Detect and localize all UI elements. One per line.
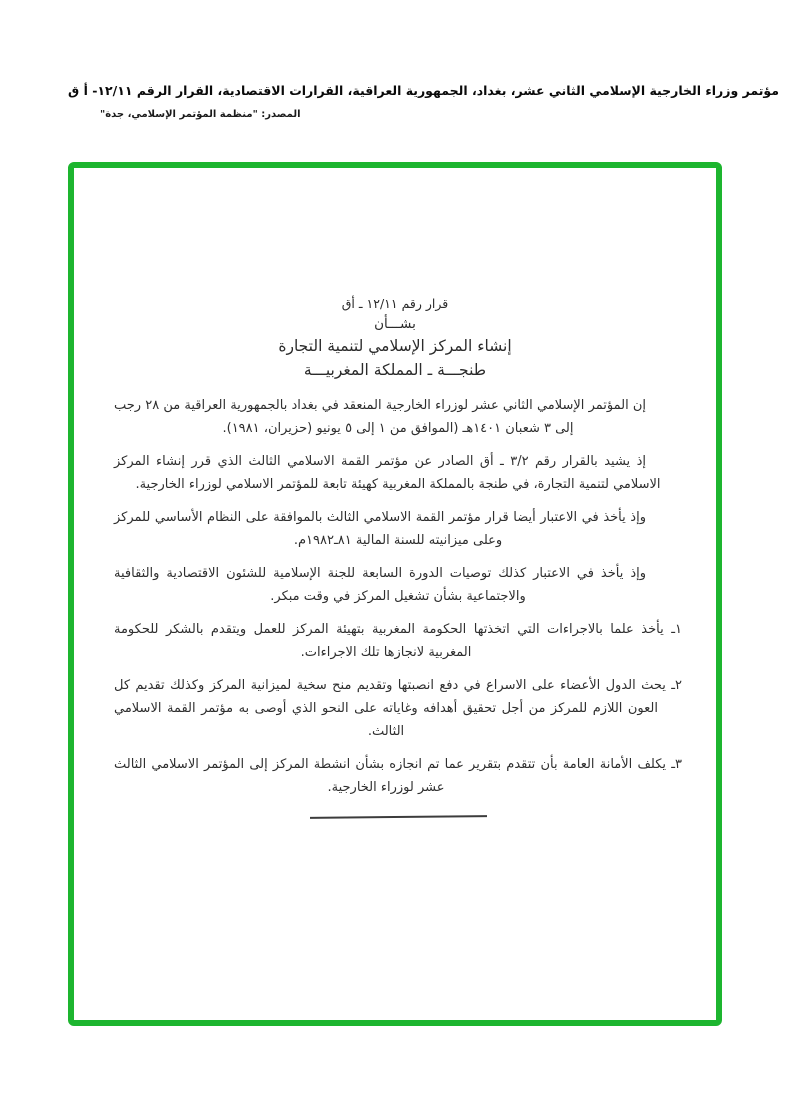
resolution-number: قرار رقم ١٢/١١ ـ أق	[341, 296, 449, 311]
title-location: طنجـــة ـ المملكة المغربيـــة	[303, 361, 487, 379]
document-title-block	[74, 296, 716, 379]
header-citation: مؤتمر وزراء الخارجية الإسلامي الثاني عشر، بغداد، الجمهورية العراقية، القرارات الاقتصادية، القرار الرقم ١٢/١١- أ ق	[68, 83, 779, 98]
preamble-paragraph: إذ يشيد بالقرار رقم ٣/٢ ـ أق الصادر عن مؤتمر القمة الاسلامي الثالث الذي قرر إنشاء المركز الاسلامي لتنمية التجارة، في طنجة بالمملكة المغربية كهيئة تابعة للمؤتمر الاسلامي لوزراء الخارجية.	[114, 454, 661, 492]
numbered-item: ١ـ يأخذ علما بالاجراءات التي اتخذتها الحكومة المغربية بتهيئة المركز للعمل ويتقدم بالشكر للحكومة المغربية لانجازها تلك الاجراءات.	[114, 622, 682, 660]
title-subject: إنشاء المركز الإسلامي لتنمية التجارة	[278, 337, 512, 355]
header-source: المصدر: "منظمة المؤتمر الإسلامي، جدة"	[100, 109, 301, 120]
document-body	[114, 394, 682, 818]
numbered-item: ٢ـ يحث الدول الأعضاء على الاسراع في دفع انصبتها وتقديم منح سخية لميزانية المركز وكذلك تقديم كل العون اللازم للمركز من أجل تحقيق أهدافه وغاياته على النحو الذي أوصى به مؤتمر القمة الاسلامي الثالث.	[114, 678, 682, 739]
preamble-paragraph: وإذ يأخذ في الاعتبار أيضا قرار مؤتمر القمة الاسلامي الثالث بالموافقة على النظام الأساسي للمركز وعلى ميزانيته للسنة المالية ٨١ـ١٩٨٢م.	[114, 510, 646, 548]
preamble-paragraph: وإذ يأخذ في الاعتبار كذلك توصيات الدورة السابعة للجنة الإسلامية للشئون الاقتصادية والثقافية والاجتماعية بشأن تشغيل المركز في وقت مبكر.	[114, 566, 646, 604]
title-regarding: بشـــأن	[374, 316, 416, 332]
preamble-paragraph: إن المؤتمر الإسلامي الثاني عشر لوزراء الخارجية المنعقد في بغداد بالجمهورية العراقية من ٢٨ رجب إلى ٣ شعبان ١٤٠١هـ (الموافق من ١ إلى ٥ يونيو (حزيران، ١٩٨١).	[114, 398, 647, 436]
document-frame	[68, 162, 722, 1026]
numbered-item: ٣ـ يكلف الأمانة العامة بأن تتقدم بتقرير عما تم انجازه بشأن انشطة المركز إلى المؤتمر الاسلامي الثالث عشر لوزراء الخارجية.	[114, 757, 682, 795]
signature-line	[309, 815, 486, 819]
